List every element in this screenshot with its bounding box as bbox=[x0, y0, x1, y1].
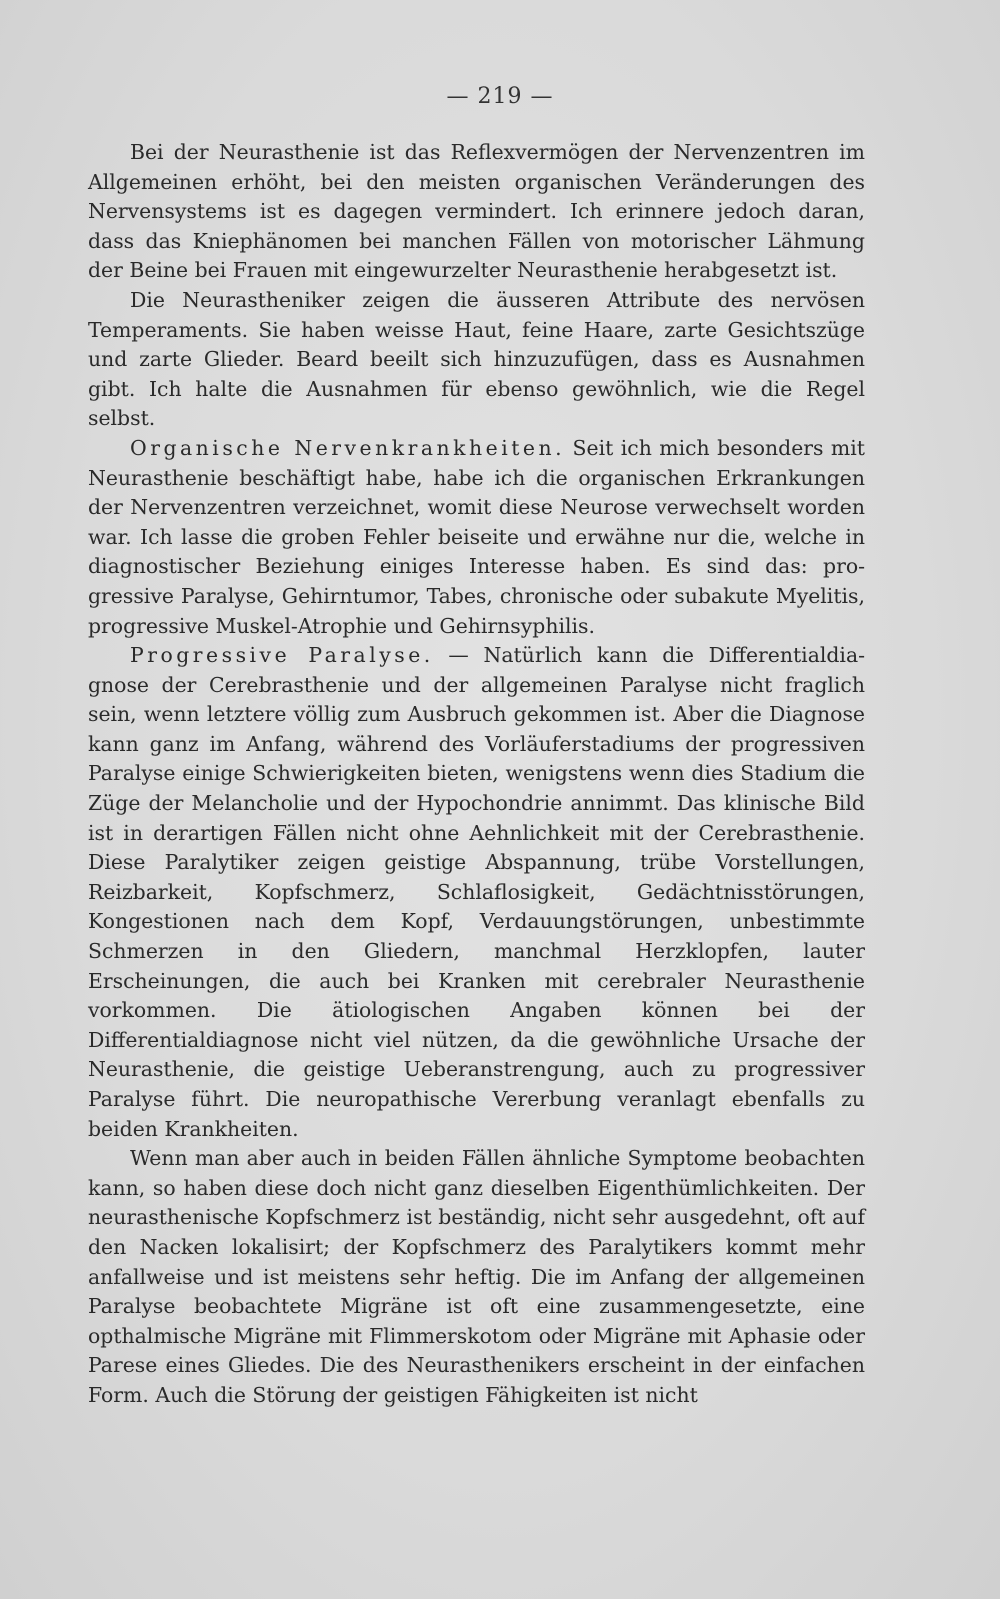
section-heading: Progressive Paralyse. bbox=[130, 643, 434, 668]
paragraph bbox=[88, 434, 865, 641]
paragraph bbox=[88, 138, 865, 286]
paragraph-text: — Natürlich kann die Differentialdiagnose der Cerebrasthenie und der allgemeinen Paralyse nicht fraglich sein, wenn letztere völlig zum Ausbruch gekommen ist. Aber die Diagnose kann ganz im Anfang, während des Vorläuferstadiums der progressiven Paralyse einige Schwierigkeiten bieten, wenigstens wenn dies Stadium die Züge der Melancholie und der Hypochondrie annimmt. Das klinische Bild ist in derartigen Fällen nicht ohne Aehnlichkeit mit der Cerebrasthenie. Diese Paralytiker zeigen geistige Abspannung, trübe Vorstellungen, Reizbarkeit, Kopfschmerz, Schlaflosigkeit, Gedächtnisstörungen, Kongestionen nach dem Kopf, Verdauungstörungen, unbestimmte Schmerzen in den Gliedern, manchmal Herzklopfen, lauter Erscheinungen, die auch bei Kranken mit cerebraler Neurasthenie vorkommen. Die ätiologischen Angaben können bei der Differentialdiagnose nicht viel nützen, da die gewöhnliche Ursache der Neurasthenie, die geistige Ueberanstrengung, auch zu progressiver Paralyse führt. Die neuropathische Vererbung veranlagt ebenfalls zu beiden Krankheiten. bbox=[88, 643, 865, 1141]
paragraph-text: Wenn man aber auch in beiden Fällen ähnliche Symptome beobachten kann, so haben diese doch nicht ganz dieselben Eigenthümlichkeiten. Der neurasthenische Kopfschmerz ist beständig, nicht sehr ausgedehnt, oft auf den Nacken lokalisirt; der Kopfschmerz des Paralytikers kommt mehr anfallweise und ist meistens sehr heftig. Die im Anfang der allgemeinen Paralyse beobachtete Migräne ist oft eine zusammengesetzte, eine opthalmische Migräne mit Flimmerskotom oder Migräne mit Aphasie oder Parese eines Gliedes. Die des Neurasthenikers erscheint in der einfachen Form. Auch die Störung der geistigen Fähigkeiten ist nicht bbox=[88, 1146, 865, 1407]
paragraph bbox=[88, 641, 865, 1144]
section-heading: Organische Nervenkrankheiten. bbox=[130, 435, 566, 460]
paragraph-text: Die Neurastheniker zeigen die äusseren Attribute des nervösen Temperaments. Sie haben weisse Haut, feine Haare, zarte Gesichtszüge und zarte Glieder. Beard beeilt sich hinzuzufügen, dass es Ausnahmen gibt. Ich halte die Ausnahmen für ebenso gewöhnlich, wie die Regel selbst. bbox=[88, 287, 865, 431]
page-number: — 219 — bbox=[446, 84, 554, 109]
paragraph bbox=[88, 286, 865, 434]
paragraph-text: Seit ich mich besonders mit Neurasthenie beschäftigt habe, habe ich die organischen Erkrankungen der Nervenzentren verzeichnet, womit diese Neurose verwechselt worden war. Ich lasse die groben Fehler beiseite und erwähne nur die, welche in diagnostischer Beziehung einiges Interesse haben. Es sind das: progressive Paralyse, Gehirntumor, Tabes, chronische oder subakute Myelitis, progressive Muskel-Atrophie und Gehirnsyphilis. bbox=[88, 435, 865, 638]
paragraph bbox=[88, 1144, 865, 1410]
body-text bbox=[88, 138, 865, 1411]
paragraph-text: Bei der Neurasthenie ist das Reflexvermögen der Nervenzentren im Allgemeinen erhöht, bei den meisten organischen Veränderungen des Nervensystems ist es dagegen vermindert. Ich erinnere jedoch daran, dass das Kniephänomen bei manchen Fällen von motorischer Lähmung der Beine bei Frauen mit eingewurzelter Neurasthenie herabgesetzt ist. bbox=[88, 140, 865, 283]
